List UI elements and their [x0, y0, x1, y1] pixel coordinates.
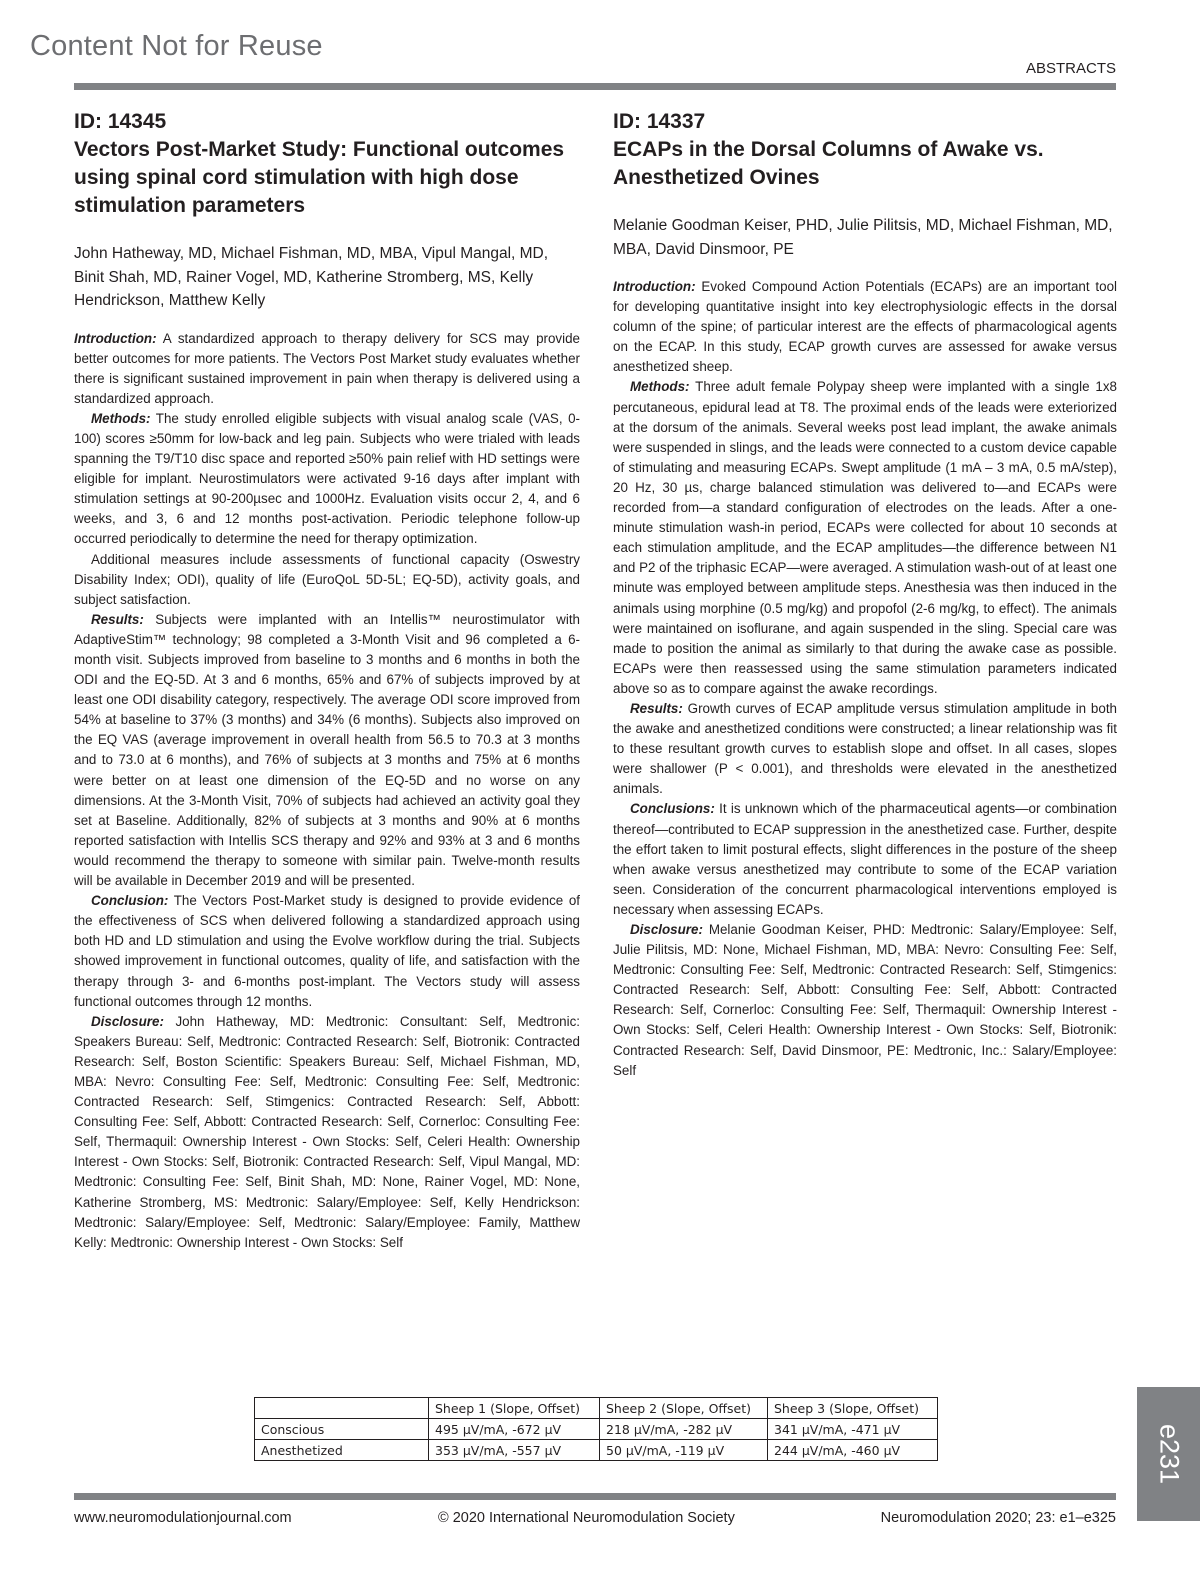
disclosure-label: Disclosure: — [91, 1013, 164, 1029]
abstract-right — [613, 108, 1117, 1081]
disclosure-text: John Hatheway, MD: Medtronic: Consultant: Self, Medtronic: Speakers Bureau: Self, Medtronic: Contracted Research: Self, Biotronik: Contracted Research: Self, Boston Scientific: Speakers Bureau: Self, Michael Fishman, MD, MBA: Nevro: Consulting Fee: Self, Medtronic: Consulting Fee: Self, Medtronic: Contracted Research: Self, Stimgenics: Contracted Research: Self, Abbott: Consulting Fee: Self, Abbott: Contracted Research: Self, Cornerloc: Consulting Fee: Self, Thermaquil: Ownership Interest - Own Stocks: Self, Celeri Health: Ownership Interest - Own Stocks: Self, Biotronik: Contracted Research: Self, Vipul Mangal, MD: Medtronic: Consulting Fee: Self, Binit Shah, MD: None, Rainer Vogel, MD: None, Katherine Stromberg, MS: Medtronic: Salary/Employee: Self, Kelly Hendrickson: Medtronic: Salary/Employee: Self, Medtronic: Salary/Employee: Family, Matthew Kelly: Medtronic: Ownership Interest - Own Stocks: Self — [74, 1013, 580, 1250]
results-paragraph — [613, 699, 1117, 799]
table-cell: 50 µV/mA, -119 µV — [600, 1440, 768, 1461]
table-cell: 218 µV/mA, -282 µV — [600, 1419, 768, 1440]
abstract-authors: Melanie Goodman Keiser, PHD, Julie Pilitsis, MD, Michael Fishman, MD, MBA, David Dinsmoor, PE — [613, 217, 1113, 258]
results-paragraph — [74, 610, 580, 891]
disclosure-paragraph — [74, 1012, 580, 1253]
abstract-id: ID: 14337 — [613, 110, 706, 133]
results-label: Results: — [91, 611, 144, 627]
table-header-cell — [255, 1398, 429, 1419]
additional-paragraph: Additional measures include assessments of functional capacity (Oswestry Disability Index; ODI), quality of life (EuroQoL 5D-5L; EQ-5D), activity goals, and subject satisfaction. — [74, 551, 580, 607]
sheep-results-table-wrap — [254, 1397, 938, 1461]
results-text: Growth curves of ECAP amplitude versus stimulation amplitude in both the awake and anesthetized conditions were constructed; a linear relationship was fit to these resultant growth curves to establish slope and offset. In all cases, slopes were shallower (P < 0.001), and thresholds were elevated in the anesthetized animals. — [613, 700, 1117, 797]
section-label: ABSTRACTS — [1025, 60, 1116, 77]
conclusions-paragraph — [613, 799, 1117, 920]
conclusion-label: Conclusion: — [91, 893, 169, 909]
table-cell: 244 µV/mA, -460 µV — [768, 1440, 938, 1461]
disclosure-text: Melanie Goodman Keiser, PHD: Medtronic: Salary/Employee: Self, Julie Pilitsis, MD: None, Michael Fishman, MD, MBA: Nevro: Consulting Fee: Self, Medtronic: Consulting Fee: Self, Medtronic: Contracted Research: Self, Stimgenics: Contracted Research: Self, Abbott: Consulting Fee: Self, Abbott: Contracted Research: Self, Cornerloc: Consulting Fee: Self, Thermaquil: Ownership Interest - Own Stocks: Self, Celeri Health: Ownership Interest - Own Stocks: Self, Biotronik: Contracted Research: Self, David Dinsmoor, PE: Medtronic, Inc.: Salary/Employee: Self — [613, 922, 1117, 1078]
footer-citation: Neuromodulation 2020; 23: e1–e325 — [880, 1510, 1116, 1526]
introduction-text: A standardized approach to therapy delivery for SCS may provide better outcomes for more patients. The Vectors Post Market study evaluates whether there is significant sustained improvement in pain when therapy is delivered using a standardized approach. — [74, 330, 580, 406]
abstract-title: Vectors Post-Market Study: Functional outcomes using spinal cord stimulation with high dose stimulation parameters — [74, 138, 565, 217]
table-cell: Anesthetized — [255, 1440, 429, 1461]
results-text: Subjects were implanted with an Intellis™ neurostimulator with AdaptiveStim™ technology; 98 completed a 3-Month Visit and 96 completed a 6-month visit. Subjects improved from baseline to 3 months and 6 months in both the ODI and the EQ-5D. At 3 and 6 months, 65% and 67% of subjects improved by at least one ODI disability category, respectively. The average ODI score improved from 54% at baseline to 37% (3 months) and 34% (6 months). Subjects also improved on the EQ VAS (average improvement in overall health from 56.5 to 70.3 at 3 months and to 73.0 at 6 months), and 76% of subjects at 3 months and 75% at 6 months were better on at least one dimension of the EQ-5D and no worse on any dimensions. At the 3-Month Visit, 70% of subjects had achieved an activity goal they set at Baseline. Additionally, 82% of subjects at 3 months and 90% at 6 months reported satisfaction with Intellis SCS therapy and 92% and 93% at 3 and 6 months would recommend the therapy to someone with similar pain. Twelve-month results will be available in December 2019 and will be presented. — [74, 611, 580, 889]
page-number-tab — [1137, 1387, 1200, 1521]
sheep-results-table — [254, 1397, 938, 1461]
footer-website[interactable]: www.neuromodulationjournal.com — [74, 1510, 292, 1526]
conclusions-label: Conclusions: — [630, 801, 715, 817]
table-cell: 353 µV/mA, -557 µV — [429, 1440, 600, 1461]
table-cell: 495 µV/mA, -672 µV — [429, 1419, 600, 1440]
introduction-paragraph — [613, 277, 1117, 377]
methods-paragraph — [74, 409, 580, 550]
methods-label: Methods: — [91, 410, 151, 426]
abstract-id: ID: 14345 — [74, 110, 167, 133]
results-label: Results: — [630, 700, 683, 716]
abstract-authors: John Hatheway, MD, Michael Fishman, MD, MBA, Vipul Mangal, MD, Binit Shah, MD, Rainer Vogel, MD, Katherine Stromberg, MS, Kelly Hendrickson, Matthew Kelly — [74, 245, 549, 309]
table-header-cell: Sheep 2 (Slope, Offset) — [600, 1398, 768, 1419]
methods-paragraph — [613, 377, 1117, 699]
conclusion-paragraph — [74, 891, 580, 1012]
introduction-text: Evoked Compound Action Potentials (ECAPs) are an important tool for developing quantitative insight into key electrophysiologic effects in the dorsal column of the spine; of particular interest are the effects of pharmacological agents on the ECAP. In this study, ECAP growth curves are assessed for awake versus anesthetized sheep. — [613, 279, 1117, 375]
table-header-cell: Sheep 1 (Slope, Offset) — [429, 1398, 600, 1419]
footer-copyright: © 2020 International Neuromodulation Society — [438, 1510, 735, 1526]
table-row — [255, 1440, 938, 1461]
disclosure-paragraph — [613, 920, 1117, 1081]
abstract-title: ECAPs in the Dorsal Columns of Awake vs. Anesthetized Ovines — [613, 138, 1044, 189]
conclusions-text: It is unknown which of the pharmaceutical agents—or combination thereof—contributed to ECAP suppression in the anesthetized case. Further, despite the effort taken to limit postural effects, slight differences in the posture of the sheep when awake versus anesthetized may contribute to some of the ECAP variation seen. Consideration of the concurrent pharmacological interventions employed is necessary when assessing ECAPs. — [613, 801, 1117, 917]
introduction-label: Introduction: — [74, 330, 157, 346]
page-number: e231 — [1154, 1423, 1184, 1485]
table-header-cell: Sheep 3 (Slope, Offset) — [768, 1398, 938, 1419]
methods-text: Three adult female Polypay sheep were implanted with a single 1x8 percutaneous, epidural lead at T8. The proximal ends of the leads were exteriorized at the dorsum of the animals. Several weeks post lead implant, the awake animals were suspended in slings, and the leads were connected to a custom device capable of stimulating and measuring ECAPs. Swept amplitude (1 mA – 3 mA, 0.5 mA/step), 20 Hz, 30 µs, charge balanced stimulation was delivered to—and ECAPs were recorded from—a standard configuration of electrodes on the leads. After a one-minute stimulation wash-in period, ECAPs were collected for about 10 seconds at each stimulation amplitude, and the ECAP amplitudes—the difference between N1 and P2 of the triphasic ECAP—were averaged. A stimulation wash-out of at least one minute was employed between amplitude steps. Anesthesia was then induced in the animals using morphine (0.5 mg/kg) and propofol (2-6 mg/kg, to effect). The animals were maintained on isoflurane, and again suspended in the sling. Special care was made to position the animal as similarly to that during the awake case as possible. ECAPs were then reassessed using the same stimulation parameters indicated above so as to compare against the awake recordings. — [613, 379, 1117, 696]
introduction-paragraph — [74, 329, 580, 409]
disclosure-label: Disclosure: — [630, 922, 703, 937]
table-cell: 341 µV/mA, -471 µV — [768, 1419, 938, 1440]
conclusion-text: The Vectors Post-Market study is designed to provide evidence of the effectiveness of SCS when delivered following a standardized approach using both HD and LD stimulation and using the Evolve workflow during the trial. Subjects showed improvement in functional outcomes, quality of life, and satisfaction with the therapy through 3- and 6-months post-implant. The Vectors study will assess functional outcomes through 12 months. — [74, 893, 580, 1009]
abstract-left — [74, 108, 580, 1253]
methods-label: Methods: — [630, 379, 690, 395]
table-header-row — [255, 1398, 938, 1419]
header-rule — [74, 83, 1116, 90]
methods-text: The study enrolled eligible subjects with visual analog scale (VAS, 0-100) scores ≥50mm for low-back and leg pain. Subjects who were trialed with leads spanning the T9/T10 disc space and reported ≥50% pain relief with HD settings were eligible for implant. Neurostimulators were activated 9-16 days after implant with stimulation settings at 90-200µsec and 1000Hz. Evaluation visits occur 2, 4, and 6 weeks, and 3, 6 and 12 months post-activation. Periodic telephone follow-up occurred periodically to determine the need for therapy optimization. — [74, 410, 580, 547]
footer-rule — [74, 1493, 1116, 1500]
table-row — [255, 1419, 938, 1440]
table-cell: Conscious — [255, 1419, 429, 1440]
watermark: Content Not for Reuse — [30, 30, 323, 62]
introduction-label: Introduction: — [613, 279, 696, 294]
